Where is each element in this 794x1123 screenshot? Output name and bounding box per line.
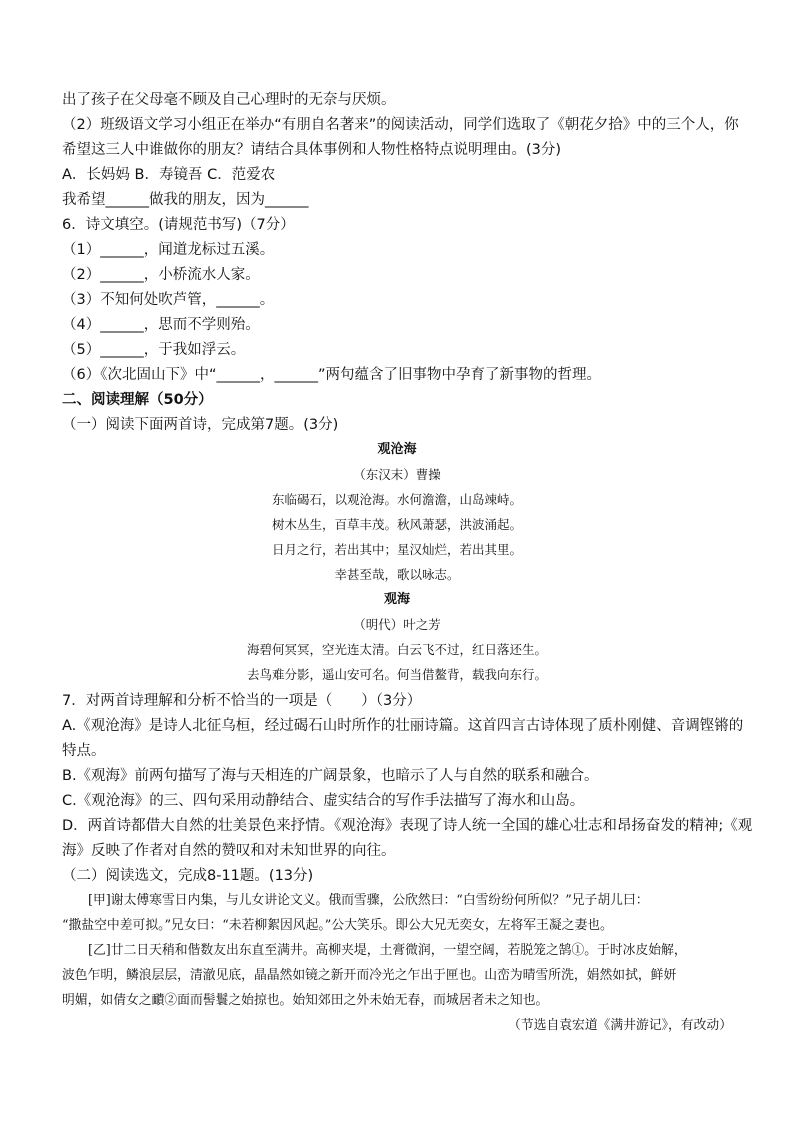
question-7-stem: 7．对两首诗理解和分析不恰当的一项是（ ）（3分） bbox=[62, 693, 422, 709]
question-7-option-a: A.《观沧海》是诗人北征乌桓，经过碣石山时所作的壮丽诗篇。这首四言古诗体现了质朴刚健、音调铿锵的 bbox=[62, 718, 744, 734]
poem-2-line: 海碧何冥冥，空光连太清。白云飞不过，红日落还生。 bbox=[246, 642, 547, 657]
passage-source: （节选自袁宏道《满井游记》，有改动） bbox=[508, 1018, 732, 1033]
question-7-option-d: D．两首诗都借大自然的壮美景色来抒情。《观沧海》表现了诗人统一全国的雄心壮志和昂扬奋发的精神;《观 bbox=[62, 818, 753, 834]
passage-yi-line: 明媚，如倩女之靧②面而髻鬟之始掠也。始知郊田之外未始无春，而城居者未之知也。 bbox=[62, 993, 549, 1008]
poem-1-line: 树木丛生，百草丰茂。秋风萧瑟，洪波涌起。 bbox=[271, 517, 522, 532]
question-6-item: （1）______，闻道龙标过五溪。 bbox=[62, 242, 275, 258]
passage-jia-line: [甲]谢太傅寒雪日内集，与儿女讲论文义。俄而雪骤，公欣然曰：“白雪纷纷何所似？”兄子胡儿曰： bbox=[88, 893, 649, 908]
section-1-intro: （一）阅读下面两首诗，完成第7题。(3分) bbox=[62, 417, 339, 433]
question-6-item: （4）______，思而不学则殆。 bbox=[62, 317, 260, 333]
question-5-2-options: A．长妈妈 B．寿镜吾 C．范爱农 bbox=[62, 167, 276, 183]
poem-1-line: 日月之行，若出其中；星汉灿烂，若出其里。 bbox=[271, 542, 522, 557]
poem-2-title: 观海 bbox=[383, 592, 410, 607]
poem-1-title: 观沧海 bbox=[377, 442, 417, 457]
question-6-item: （6）《次北固山下》中“______，______”两句蕴含了旧事物中孕育了新事物的哲理。 bbox=[62, 367, 601, 383]
question-5-2-stem: （2）班级语文学习小组正在举办“有朋自名著来”的阅读活动，同学们选取了《朝花夕拾》中的三个人，你 bbox=[62, 117, 739, 133]
question-7-option-b: B.《观海》前两句描写了海与天相连的广阔景象，也暗示了人与自然的联系和融合。 bbox=[62, 768, 599, 784]
question-7-option-c: C.《观沧海》的三、四句采用动静结合、虚实结合的写作手法描写了海水和山岛。 bbox=[62, 793, 585, 809]
text-line: 出了孩子在父母毫不顾及自己心理时的无奈与厌烦。 bbox=[62, 92, 396, 108]
poem-2-author: （明代）叶之芳 bbox=[353, 617, 441, 632]
passage-yi-line: 波色乍明，鳞浪层层，清澈见底，晶晶然如镜之新开而冷光之乍出于匣也。山峦为晴雪所洗，娟然如拭，鲜妍 bbox=[62, 968, 677, 983]
poem-1-line: 幸甚至哉，歌以咏志。 bbox=[334, 567, 460, 582]
question-6-item: （3）不知何处吹芦管，______。 bbox=[62, 292, 275, 308]
question-6-stem: 6．诗文填空。(请规范书写)（7分） bbox=[62, 217, 295, 233]
question-7-option-d-cont: 海》反映了作者对自然的赞叹和对未知世界的向往。 bbox=[62, 843, 396, 859]
passage-jia-line: “撒盐空中差可拟。”兄女曰：“未若柳絮因风起。”公大笑乐。即公大兄无奕女，左将军王凝之妻也。 bbox=[62, 918, 613, 933]
question-7-option-a-cont: 特点。 bbox=[62, 743, 106, 759]
question-6-item: （2）______，小桥流水人家。 bbox=[62, 267, 260, 283]
poem-1-line: 东临碣石，以观沧海。水何澹澹，山岛竦峙。 bbox=[271, 492, 522, 507]
poem-2-line: 去鸟难分影，遥山安可名。何当借鳌背，载我向东行。 bbox=[246, 667, 547, 682]
section-heading: 二、阅读理解（50分） bbox=[62, 392, 213, 408]
section-2-intro: （二）阅读选文，完成8-11题。(13分) bbox=[62, 868, 314, 884]
question-5-2-stem-cont: 希望这三人中谁做你的朋友？请结合具体事例和人物性格特点说明理由。(3分) bbox=[62, 142, 562, 158]
question-5-2-answer: 我希望______做我的朋友，因为______ bbox=[62, 192, 309, 208]
question-6-item: （5）______，于我如浮云。 bbox=[62, 342, 246, 358]
poem-1-author: （东汉末）曹操 bbox=[353, 467, 441, 482]
passage-yi-line: [乙]廿二日天稍和偕数友出东直至满井。高柳夹堤，土膏微润，一望空阔，若脱笼之鹄①。于时冰皮始解， bbox=[88, 943, 687, 958]
